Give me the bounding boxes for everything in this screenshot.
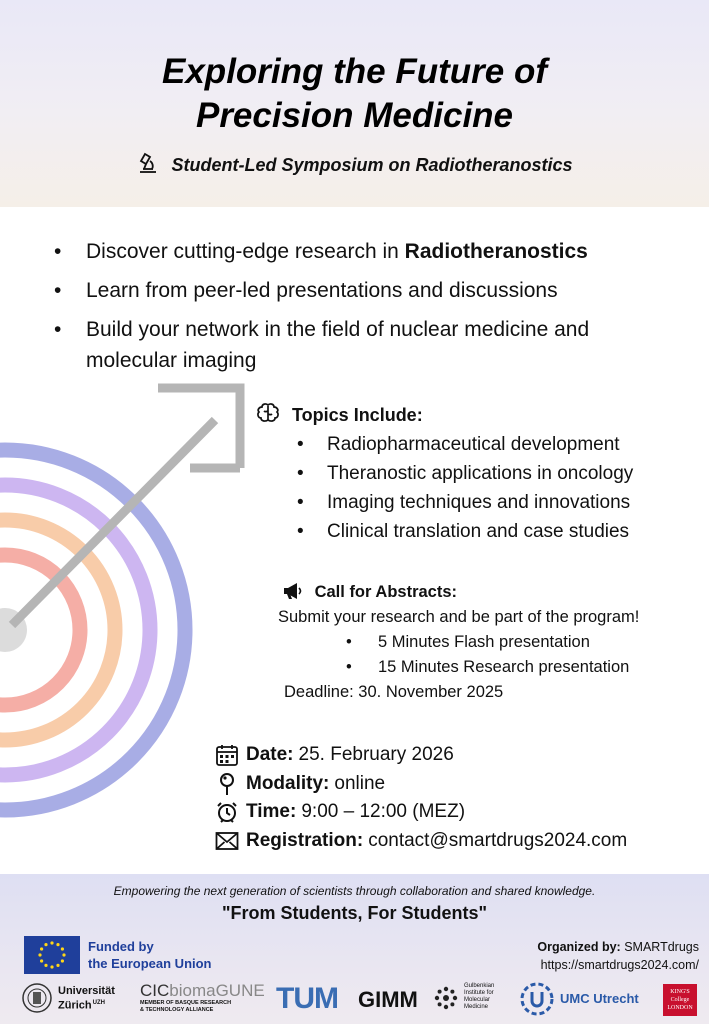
- cfa-item: • 5 Minutes Flash presentation: [346, 630, 708, 655]
- kings-college-london-logo: KING'S College LONDON: [663, 984, 697, 1016]
- tum-logo: TUM: [276, 982, 338, 1015]
- highlights-list: [54, 236, 684, 384]
- website-link[interactable]: https://smartdrugs2024.com/: [540, 958, 699, 972]
- gimm-logo: GIMM: [358, 987, 418, 1012]
- page-title: Exploring the Future of Precision Medicine: [162, 52, 547, 135]
- arrow-illustration: [0, 380, 250, 640]
- highlight-item: • Learn from peer-led presentations and discussions: [54, 275, 684, 306]
- footer-slogan: "From Students, For Students": [221, 903, 488, 923]
- partner-logos: [0, 980, 709, 1024]
- envelope-icon: [214, 831, 240, 851]
- alarm-clock-icon: [214, 800, 240, 824]
- highlight-item: • Build your network in the field of nuclear medicine and molecular imaging: [54, 314, 684, 376]
- gimm-emblem-icon: [432, 984, 460, 1017]
- uzh-logo: [22, 982, 52, 1019]
- megaphone-icon: [282, 583, 315, 601]
- topic-item: • Theranostic applications in oncology: [297, 459, 705, 488]
- uzh-logo-text: Universität Zürich$^{UZH}$: [58, 985, 115, 1012]
- footer-tagline: Empowering the next generation of scientists through collaboration and shared knowledge.: [113, 884, 596, 898]
- umc-emblem-icon: [520, 982, 554, 1021]
- subtitle: Student-Led Symposium on Radiotheranostics: [0, 151, 709, 176]
- cfa-intro: Submit your research and be part of the program!: [278, 608, 640, 626]
- call-for-abstracts: [278, 580, 708, 705]
- gimm-subtext: Gulbenkian Institute for Molecular Medicine: [464, 983, 495, 1010]
- event-details: [214, 741, 627, 855]
- microscope-icon: [136, 155, 171, 175]
- time-row: Time: 9:00 – 12:00 (MEZ): [214, 798, 627, 827]
- umc-utrecht-logo: UMC Utrecht: [560, 991, 639, 1006]
- cfa-item: • 15 Minutes Research presentation: [346, 655, 708, 680]
- registration-email[interactable]: contact@smartdrugs2024.com: [368, 829, 628, 851]
- calendar-icon: [214, 743, 240, 767]
- brain-icon: [255, 405, 292, 425]
- modality-row: Modality: online: [214, 770, 627, 799]
- organizer-block: Organized by: SMARTdrugs https://smartdrugs2024.com/: [537, 940, 699, 972]
- registration-row: Registration: contact@smartdrugs2024.com: [214, 827, 627, 856]
- cic-biomagune-logo: CICbiomaGUNE MEMBER OF BASQUE RESEARCH & TECHNOLOGY ALLIANCE: [140, 981, 265, 1013]
- topic-item: • Imaging techniques and innovations: [297, 488, 705, 517]
- topics-section: [255, 402, 705, 546]
- topic-item: • Clinical translation and case studies: [297, 517, 705, 546]
- highlight-item: • Discover cutting-edge research in Radiotheranostics: [54, 236, 684, 267]
- cfa-deadline: Deadline: 30. November 2025: [284, 683, 504, 701]
- topics-heading: Topics Include:: [255, 402, 705, 426]
- map-pin-icon: [214, 772, 240, 796]
- date-row: Date: 25. February 2026: [214, 741, 627, 770]
- eu-funding-text: Funded by the European Union: [88, 939, 212, 971]
- topic-item: • Radiopharmaceutical development: [297, 430, 705, 459]
- eu-flag-icon: [24, 936, 80, 974]
- cfa-heading: Call for Abstracts:: [282, 580, 708, 605]
